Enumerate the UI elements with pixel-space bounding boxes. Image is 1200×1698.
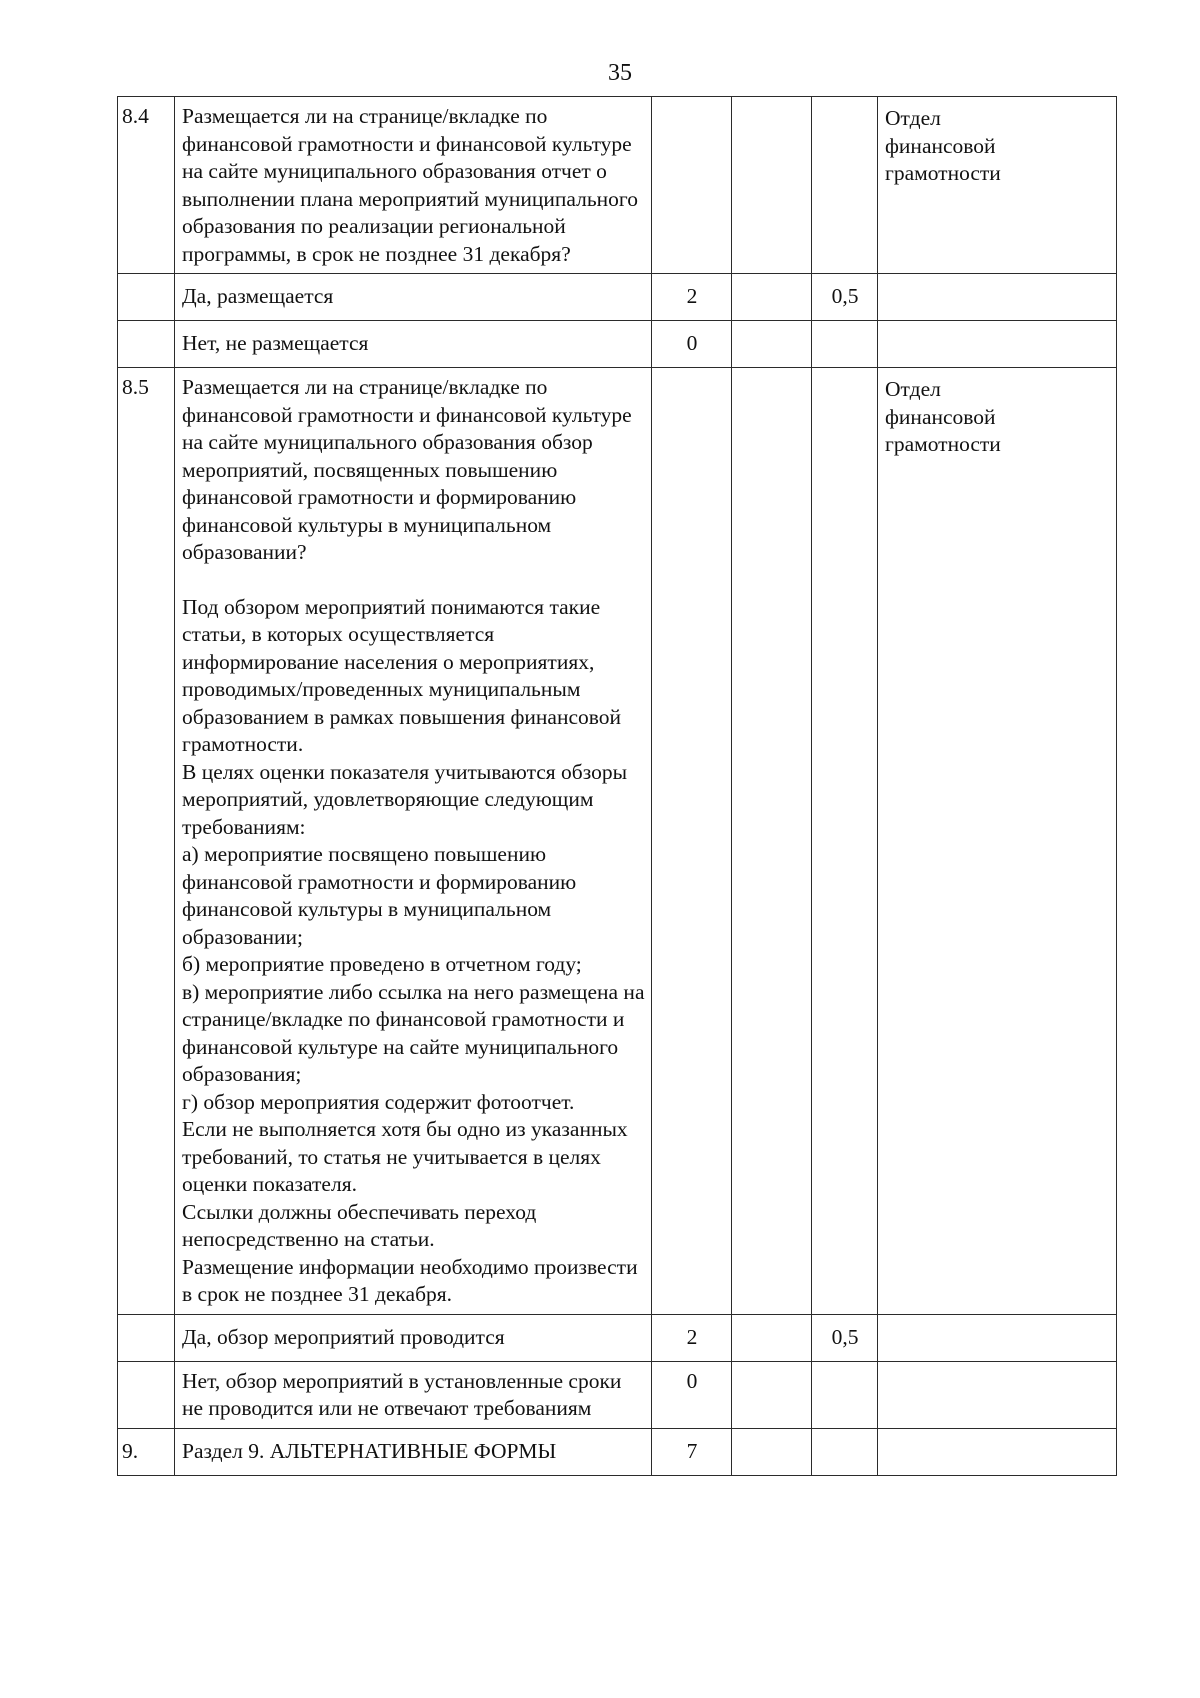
score-cell xyxy=(652,97,732,274)
score-cell: 7 xyxy=(652,1428,732,1475)
weight-cell xyxy=(812,321,878,368)
empty-cell xyxy=(732,321,812,368)
table-row-8-4 xyxy=(118,97,1117,274)
row-number xyxy=(118,321,175,368)
weight-cell xyxy=(812,368,878,1315)
criterion-question: Размещается ли на странице/вкладке по финансовой грамотности и финансовой культуре на сайте муниципального образования обзор мероприятий, посвященных повышению финансовой грамотности и формированию финансовой культуры в муниципальном образовании? xyxy=(182,375,632,564)
department-cell xyxy=(878,368,1117,1315)
weight-cell: 0,5 xyxy=(812,274,878,321)
option-text: Нет, не размещается xyxy=(175,321,652,368)
department-name: Отдел финансовой грамотности xyxy=(885,106,1001,185)
table-row xyxy=(118,274,1117,321)
requirement-b: б) мероприятие проведено в отчетном году; xyxy=(182,952,582,976)
department-cell xyxy=(878,1314,1117,1361)
table-row xyxy=(118,321,1117,368)
criterion-deadline: Размещение информации необходимо произвести в срок не позднее 31 декабря. xyxy=(182,1254,638,1306)
department-cell xyxy=(878,321,1117,368)
requirement-a: а) мероприятие посвящено повышению финансовой грамотности и формированию финансовой культуры в муниципальном образовании; xyxy=(182,842,577,949)
criterion-exclusion: Если не выполняется хотя бы одно из указанных требований, то статья не учитывается в целях оценки показателя. xyxy=(182,1117,628,1196)
requirement-v: в) мероприятие либо ссылка на него размещена на странице/вкладке по финансовой грамотности и финансовой культуре на сайте муниципального образования; xyxy=(182,979,645,1086)
row-number: 8.5 xyxy=(118,368,175,1315)
row-number: 8.4 xyxy=(118,97,175,274)
empty-cell xyxy=(732,274,812,321)
table-row-9 xyxy=(118,1428,1117,1475)
table-row-8-5 xyxy=(118,368,1117,1315)
empty-cell xyxy=(732,368,812,1315)
empty-cell xyxy=(732,1428,812,1475)
criterion-text: Размещается ли на странице/вкладке по финансовой грамотности и финансовой культуре на сайте муниципального образования отчет о выполнении плана мероприятий муниципального образования по реализации региональной программы, в срок не позднее 31 декабря? xyxy=(175,97,652,274)
row-number xyxy=(118,274,175,321)
criterion-definition: Под обзором мероприятий понимаются такие статьи, в которых осуществляется информирование населения о мероприятиях, проводимых/проведенных муниципальным образованием в рамках повышения финансовой грамотности. xyxy=(182,594,622,756)
page-number: 35 xyxy=(608,60,632,86)
department-cell xyxy=(878,274,1117,321)
empty-cell xyxy=(732,1361,812,1428)
criterion-links-note: Ссылки должны обеспечивать переход непосредственно на статьи. xyxy=(182,1199,537,1251)
criterion-text xyxy=(175,368,652,1315)
row-number xyxy=(118,1361,175,1428)
weight-cell xyxy=(812,97,878,274)
department-cell xyxy=(878,1428,1117,1475)
row-number xyxy=(118,1314,175,1361)
evaluation-table xyxy=(117,96,1117,1476)
department-cell xyxy=(878,97,1117,274)
row-number: 9. xyxy=(118,1428,175,1475)
empty-cell xyxy=(732,97,812,274)
score-cell: 2 xyxy=(652,1314,732,1361)
weight-cell: 0,5 xyxy=(812,1314,878,1361)
table-row xyxy=(118,1314,1117,1361)
score-cell: 2 xyxy=(652,274,732,321)
requirement-g: г) обзор мероприятия содержит фотоотчет. xyxy=(182,1089,575,1114)
option-text: Нет, обзор мероприятий в установленные сроки не проводится или не отвечают требованиям xyxy=(175,1361,652,1428)
score-cell xyxy=(652,368,732,1315)
criterion-requirements-intro: В целях оценки показателя учитываются обзоры мероприятий, удовлетворяющие следующим требованиям: xyxy=(182,759,628,839)
option-text: Да, размещается xyxy=(175,274,652,321)
score-cell: 0 xyxy=(652,1361,732,1428)
option-text: Да, обзор мероприятий проводится xyxy=(175,1314,652,1361)
weight-cell xyxy=(812,1361,878,1428)
section-title: Раздел 9. АЛЬТЕРНАТИВНЫЕ ФОРМЫ xyxy=(175,1428,652,1475)
department-name: Отдел финансовой грамотности xyxy=(885,377,1001,456)
score-cell: 0 xyxy=(652,321,732,368)
empty-cell xyxy=(732,1314,812,1361)
department-cell xyxy=(878,1361,1117,1428)
weight-cell xyxy=(812,1428,878,1475)
table-row xyxy=(118,1361,1117,1428)
